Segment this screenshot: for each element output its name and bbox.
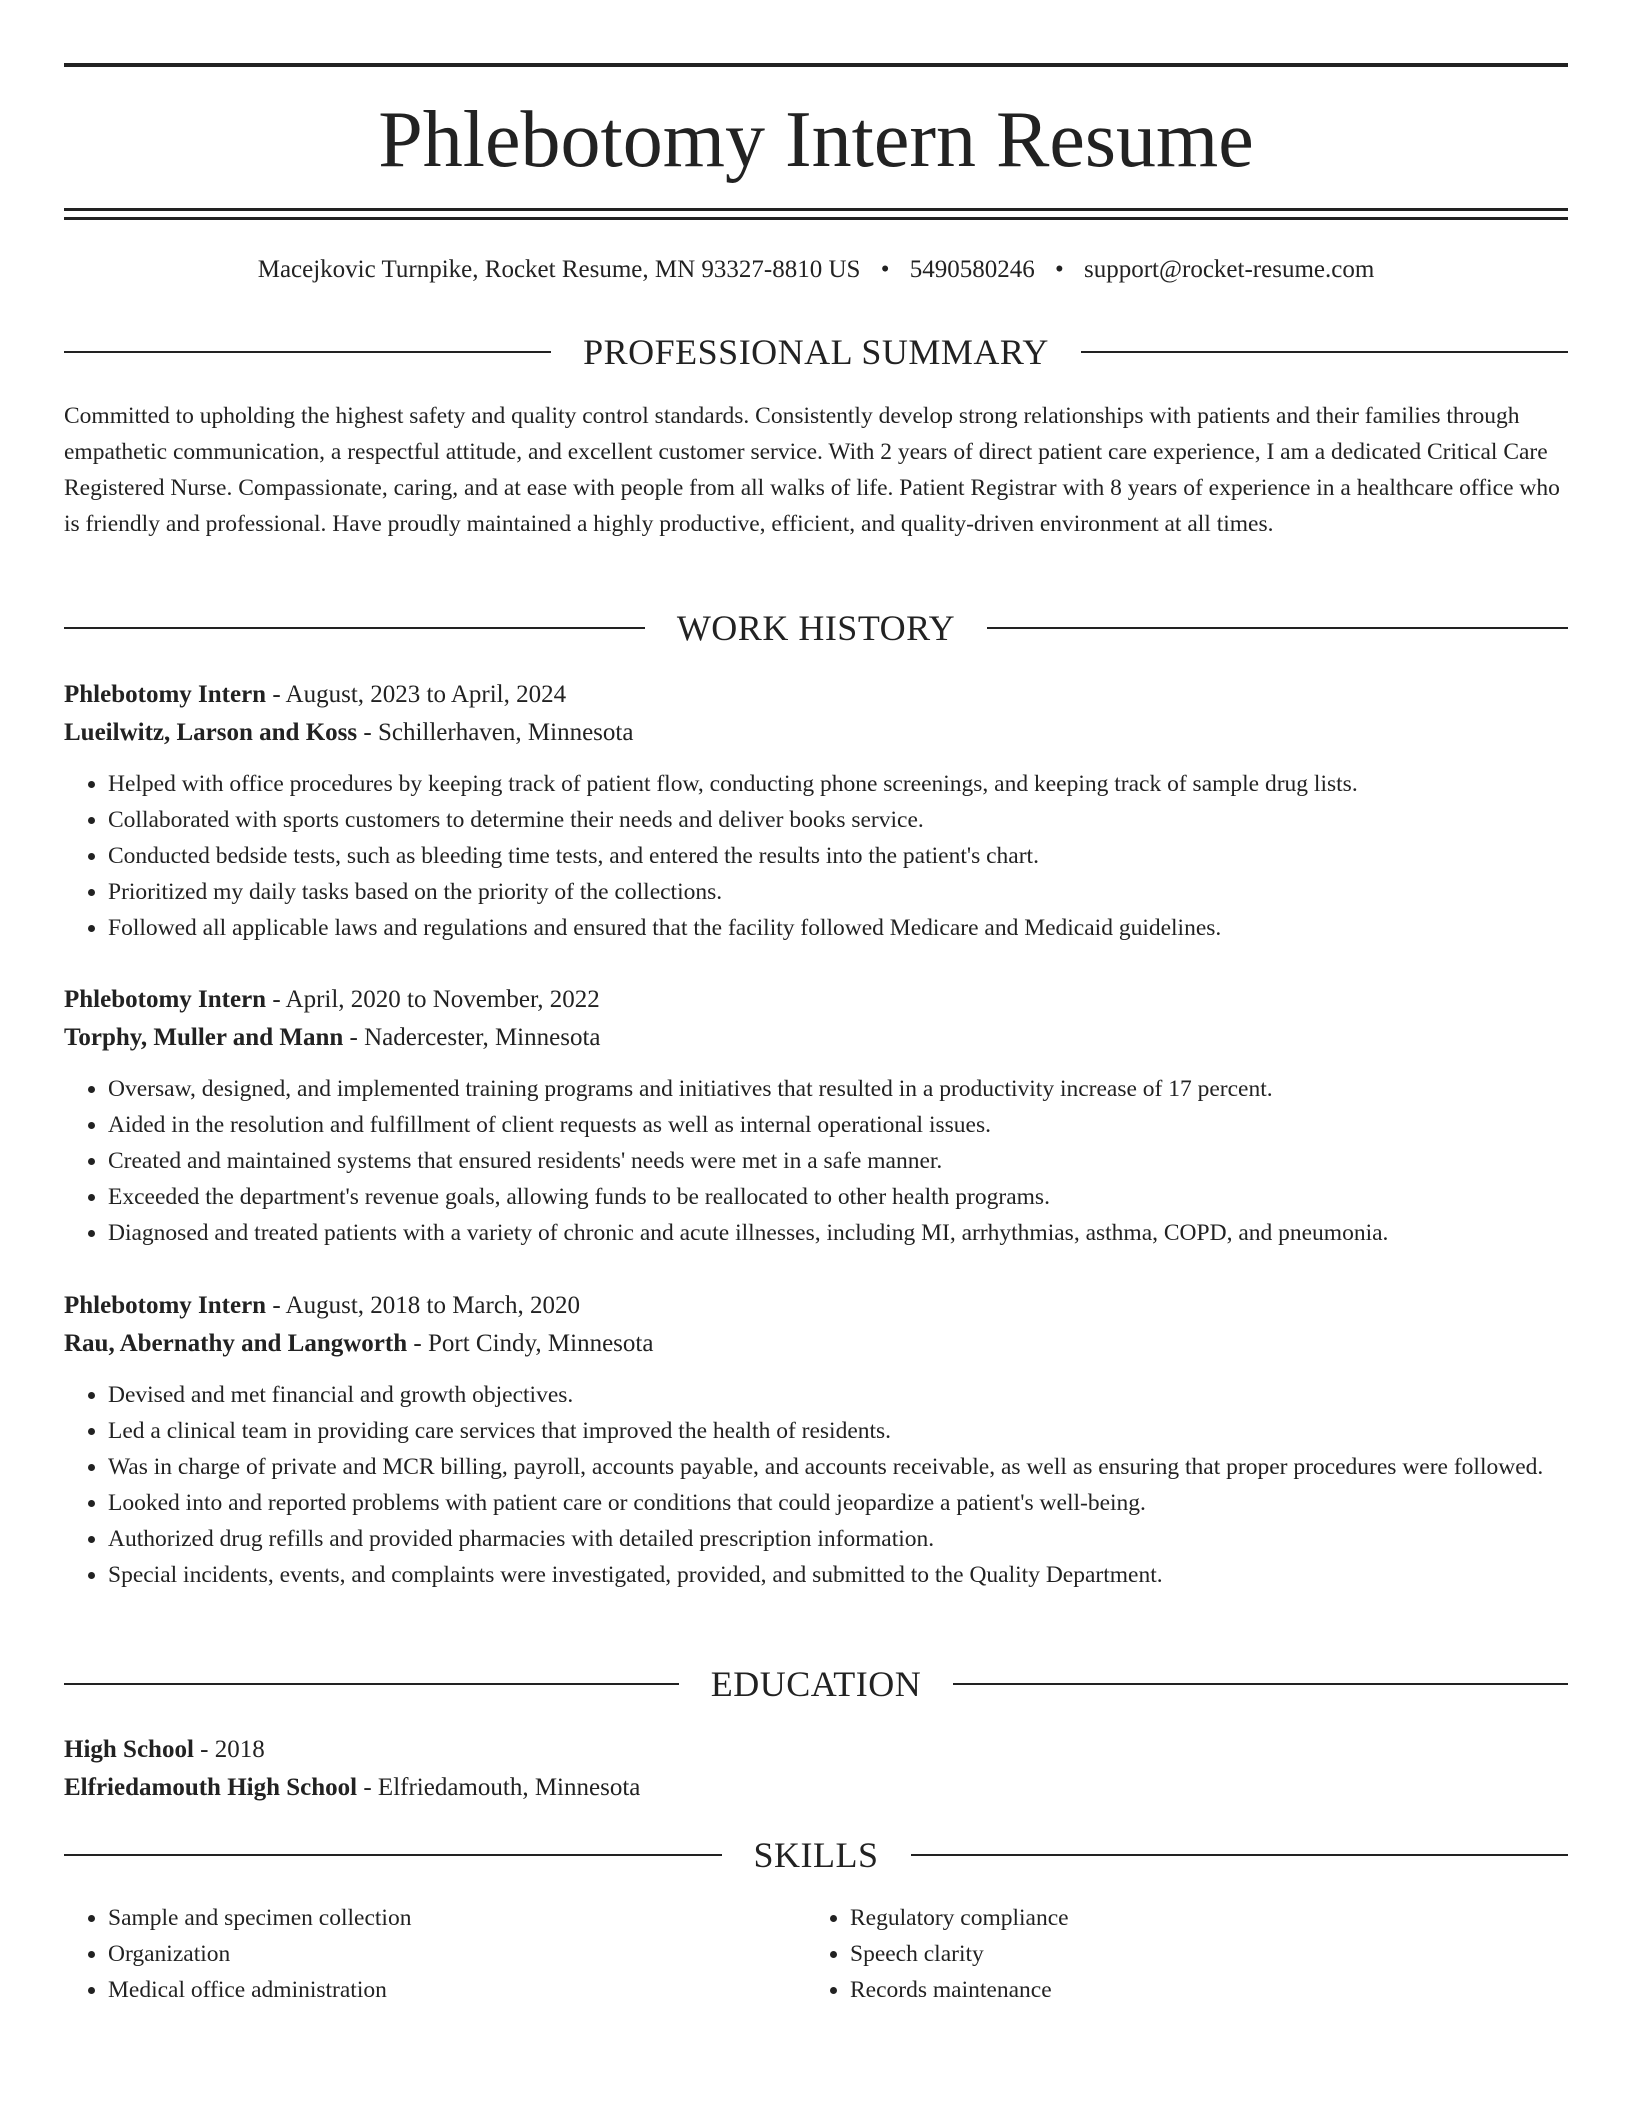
job-bullet: • Collaborated with sports customers to determine their needs and deliver books service. xyxy=(108,802,1568,838)
top-rule xyxy=(64,63,1568,67)
skill-item: • Records maintenance xyxy=(850,1972,1548,2008)
section-rule xyxy=(64,627,645,629)
job-company-line: Rau, Abernathy and Langworth - Port Cindy, Minnesota xyxy=(64,1330,654,1357)
contact-separator: • xyxy=(880,256,890,283)
professional-summary-text: Committed to upholding the highest safety and quality control standards. Consistently develop strong relationships with patients and their families through empathetic communication, a respectful attitude, and excellent customer service. With 2 years of direct patient care experience, I am a dedicated Critical Care Registered Nurse. Compassionate, caring, and at ease with people from all walks of life. Patient Registrar with 8 years of experience in a healthcare office who is friendly and professional. Have proudly maintained a highly productive, efficient, and quality-driven environment at all times. xyxy=(64,403,1560,537)
section-title-education: EDUCATION xyxy=(710,1664,922,1704)
job-bullet: • Looked into and reported problems with patient care or conditions that could jeopardize a patient's well-being. xyxy=(108,1485,1568,1521)
section-rule xyxy=(1081,351,1568,353)
section-title-skills: SKILLS xyxy=(753,1835,879,1875)
job-company: Lueilwitz, Larson and Koss xyxy=(64,719,358,746)
skill-item: • Organization xyxy=(108,1936,806,1972)
contact-separator: • xyxy=(1054,256,1064,283)
job-bullet: • Special incidents, events, and complaints were investigated, provided, and submitted to the Quality Department. xyxy=(108,1557,1568,1593)
job-title: Phlebotomy Intern xyxy=(64,986,267,1013)
job-bullet: • Was in charge of private and MCR billing, payroll, accounts payable, and accounts receivable, as well as ensuring that proper procedures were followed. xyxy=(108,1449,1568,1485)
job-bullet: • Led a clinical team in providing care services that improved the health of residents. xyxy=(108,1413,1568,1449)
section-rule xyxy=(64,1854,722,1856)
skills-column-left xyxy=(64,1900,806,2008)
section-title-summary: PROFESSIONAL SUMMARY xyxy=(583,332,1049,372)
section-title-work: WORK HISTORY xyxy=(676,608,956,648)
job-bullet: • Diagnosed and treated patients with a variety of chronic and acute illnesses, including MI, arrhythmias, asthma, COPD, and pneumonia. xyxy=(108,1215,1568,1251)
job-bullets xyxy=(64,766,1568,946)
job-title-line: Phlebotomy Intern - August, 2018 to March, 2020 xyxy=(64,1292,580,1319)
education-year: 2018 xyxy=(214,1736,265,1763)
skills-list xyxy=(64,1900,1568,2008)
section-header-summary xyxy=(64,330,1568,374)
job-title: Phlebotomy Intern xyxy=(64,1292,267,1319)
job-bullet: • Authorized drug refills and provided pharmacies with detailed prescription information. xyxy=(108,1521,1568,1557)
skill-item: • Sample and specimen collection xyxy=(108,1900,806,1936)
job-company: Torphy, Muller and Mann xyxy=(64,1024,344,1051)
job-entry xyxy=(64,1287,1568,1593)
skill-item: • Regulatory compliance xyxy=(850,1900,1548,1936)
job-entry xyxy=(64,676,1568,946)
job-bullet: • Helped with office procedures by keeping track of patient flow, conducting phone screenings, and keeping track of sample drug lists. xyxy=(108,766,1568,802)
skill-item: • Medical office administration xyxy=(108,1972,806,2008)
section-rule xyxy=(953,1683,1568,1685)
contact-address: Macejkovic Turnpike, Rocket Resume, MN 93327-8810 US xyxy=(257,256,861,283)
contact-phone: 5490580246 xyxy=(909,256,1035,283)
job-bullets xyxy=(64,1377,1568,1593)
job-title-line: Phlebotomy Intern - August, 2023 to April, 2024 xyxy=(64,681,567,708)
job-location: Port Cindy, Minnesota xyxy=(427,1330,654,1357)
job-dates: April, 2020 to November, 2022 xyxy=(285,986,600,1013)
job-dates: August, 2018 to March, 2020 xyxy=(285,1292,580,1319)
contact-email: support@rocket-resume.com xyxy=(1083,256,1375,283)
education-school-line: Elfriedamouth High School - Elfriedamouth, Minnesota xyxy=(64,1774,641,1801)
education-degree-line: High School - 2018 xyxy=(64,1736,265,1763)
section-rule xyxy=(64,1683,679,1685)
job-bullets xyxy=(64,1071,1568,1251)
job-dates: August, 2023 to April, 2024 xyxy=(285,681,567,708)
education-school: Elfriedamouth High School xyxy=(64,1774,358,1801)
job-company: Rau, Abernathy and Langworth xyxy=(64,1330,408,1357)
job-bullet: • Conducted bedside tests, such as bleeding time tests, and entered the results into the patient's chart. xyxy=(108,838,1568,874)
job-bullet: • Prioritized my daily tasks based on the priority of the collections. xyxy=(108,874,1568,910)
education-location: Elfriedamouth, Minnesota xyxy=(377,1774,641,1801)
section-header-work xyxy=(64,606,1568,650)
education-degree: High School xyxy=(64,1736,194,1763)
job-company-line: Lueilwitz, Larson and Koss - Schillerhaven, Minnesota xyxy=(64,719,634,746)
skills-column-right xyxy=(806,1900,1548,2008)
job-location: Nadercester, Minnesota xyxy=(364,1024,601,1051)
section-header-education xyxy=(64,1662,1568,1706)
job-title-line: Phlebotomy Intern - April, 2020 to November, 2022 xyxy=(64,986,600,1013)
job-bullet: • Aided in the resolution and fulfillment of client requests as well as internal operational issues. xyxy=(108,1107,1568,1143)
section-rule xyxy=(987,627,1568,629)
education-entry xyxy=(64,1731,1568,1807)
job-bullet: • Followed all applicable laws and regulations and ensured that the facility followed Medicare and Medicaid guidelines. xyxy=(108,910,1568,946)
section-header-skills xyxy=(64,1833,1568,1877)
title-double-rule xyxy=(64,208,1568,220)
section-rule xyxy=(64,351,551,353)
job-entry xyxy=(64,981,1568,1251)
skill-item: • Speech clarity xyxy=(850,1936,1548,1972)
job-bullet: • Exceeded the department's revenue goals, allowing funds to be reallocated to other health programs. xyxy=(108,1179,1568,1215)
job-bullet: • Oversaw, designed, and implemented training programs and initiatives that resulted in a productivity increase of 17 percent. xyxy=(108,1071,1568,1107)
resume-title: Phlebotomy Intern Resume xyxy=(378,96,1254,184)
job-title: Phlebotomy Intern xyxy=(64,681,267,708)
job-bullet: • Created and maintained systems that ensured residents' needs were met in a safe manner. xyxy=(108,1143,1568,1179)
job-company-line: Torphy, Muller and Mann - Nadercester, Minnesota xyxy=(64,1024,601,1051)
contact-line xyxy=(64,252,1568,288)
section-rule xyxy=(911,1854,1569,1856)
job-location: Schillerhaven, Minnesota xyxy=(377,719,634,746)
job-bullet: • Devised and met financial and growth objectives. xyxy=(108,1377,1568,1413)
